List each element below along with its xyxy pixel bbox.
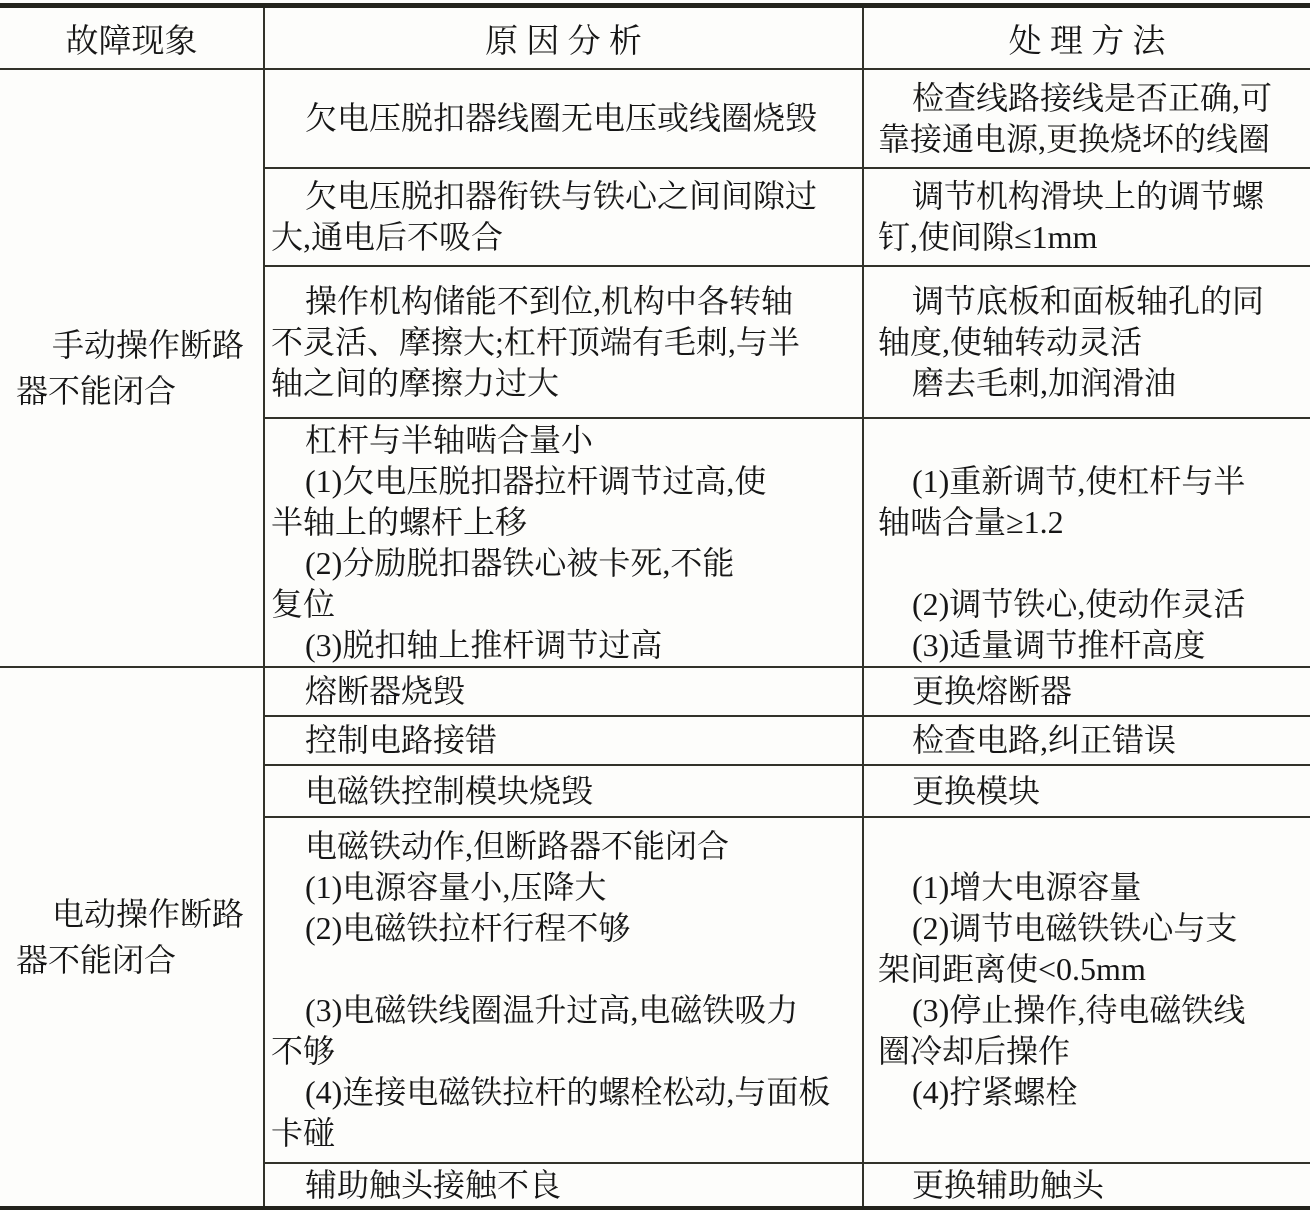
text-line: 操作机构储能不到位,机构中各转轴	[305, 282, 794, 319]
header-fault-phenomenon	[0, 8, 263, 68]
fault-cell	[0, 70, 263, 666]
remedy-cell	[862, 717, 1310, 764]
text-line: 欠电压脱扣器衔铁与铁心之间间隙过	[305, 178, 818, 214]
remedy-cell	[862, 267, 1310, 417]
text-line: 磨去毛刺,加润滑油	[912, 364, 1177, 401]
text-line: (2)调节电磁铁铁心与支	[912, 910, 1238, 946]
cause-cell	[263, 766, 862, 816]
table-row	[263, 169, 1310, 267]
text-line: (3)停止操作,待电磁铁线	[912, 992, 1246, 1028]
section-manual-operation	[0, 70, 1310, 668]
text-line: 架间距离使<0.5mm	[878, 951, 1146, 987]
remedy-cell	[862, 70, 1310, 167]
text-line	[878, 1113, 1304, 1154]
text-line: 调节机构滑块上的调节螺	[912, 178, 1265, 214]
text-line: 轴啮合量≥1.2	[878, 503, 1064, 540]
text-line: (2)电磁铁拉杆行程不够	[305, 910, 631, 946]
text-line: 检查线路接线是否正确,可	[912, 79, 1273, 116]
fault-text: 手动操作断路器不能闭合	[16, 327, 245, 409]
remedy-cell	[862, 668, 1310, 715]
cause-cell	[263, 70, 862, 167]
text-line: 电磁铁动作,但断路器不能闭合	[305, 828, 730, 864]
text-line	[271, 949, 854, 990]
text-line: 半轴上的螺杆上移	[271, 503, 528, 540]
cause-cell	[263, 668, 862, 715]
cause-cell	[263, 267, 862, 417]
cause-cell	[263, 818, 862, 1162]
table-header-row	[0, 8, 1310, 70]
text-line: 靠接通电源,更换烧坏的线圈	[878, 120, 1271, 157]
table-row	[263, 1164, 1310, 1206]
text-line: 更换辅助触头	[912, 1166, 1105, 1203]
section-electric-operation	[0, 668, 1310, 1206]
table-row	[263, 267, 1310, 419]
troubleshooting-table	[0, 3, 1310, 1210]
text-line: 不够	[271, 1033, 336, 1069]
text-line: 控制电路接错	[305, 722, 498, 758]
text-line: (2)调节铁心,使动作灵活	[912, 585, 1246, 622]
remedy-cell	[862, 766, 1310, 816]
header-remedy	[862, 8, 1310, 68]
text-line	[878, 543, 1304, 584]
text-line: 检查电路,纠正错误	[912, 722, 1177, 758]
remedy-cell	[862, 1164, 1310, 1206]
text-line: 圈冷却后操作	[878, 1033, 1071, 1069]
text-line: 轴之间的摩擦力过大	[271, 364, 560, 401]
header-fault-label: 故障现象	[65, 23, 198, 60]
text-line: (3)脱扣轴上推杆调节过高	[305, 626, 663, 663]
remedy-cell	[862, 818, 1310, 1162]
text-line: 不灵活、摩擦大;杠杆顶端有毛刺,与半	[271, 323, 800, 360]
table-row	[263, 818, 1310, 1164]
cause-cell	[263, 169, 862, 265]
text-line: (1)重新调节,使杠杆与半	[912, 462, 1246, 499]
table-row	[263, 766, 1310, 818]
fault-cell	[0, 668, 263, 1206]
cause-cell	[263, 1164, 862, 1206]
section-rows	[263, 70, 1310, 666]
text-line: 欠电压脱扣器线圈无电压或线圈烧毁	[305, 100, 818, 136]
text-line: 大,通电后不吸合	[271, 219, 504, 255]
text-line: 钉,使间隙≤1mm	[878, 219, 1098, 255]
table-row	[263, 668, 1310, 717]
text-line: (3)适量调节推杆高度	[912, 626, 1206, 663]
text-line: (1)增大电源容量	[912, 869, 1142, 905]
text-line	[878, 420, 1304, 461]
text-line: 更换模块	[912, 772, 1041, 809]
header-remedy-label: 处 理 方 法	[1008, 23, 1166, 60]
header-cause-analysis	[263, 8, 862, 68]
text-line: (1)电源容量小,压降大	[305, 869, 607, 905]
remedy-cell	[862, 169, 1310, 265]
text-line: 辅助触头接触不良	[305, 1166, 562, 1203]
table-row	[263, 70, 1310, 169]
text-line: 熔断器烧毁	[305, 673, 466, 709]
text-line: 更换熔断器	[912, 673, 1073, 709]
text-line: 轴度,使轴转动灵活	[878, 323, 1143, 360]
text-line: (1)欠电压脱扣器拉杆调节过高,使	[305, 462, 767, 499]
text-line: (2)分励脱扣器铁心被卡死,不能	[305, 544, 735, 581]
text-line: 卡碰	[271, 1115, 336, 1151]
text-line: 复位	[271, 585, 336, 622]
text-line: (4)连接电磁铁拉杆的螺栓松动,与面板	[305, 1074, 831, 1110]
cause-cell	[263, 419, 862, 666]
table-row	[263, 419, 1310, 666]
fault-text: 电动操作断路器不能闭合	[16, 896, 245, 978]
section-rows	[263, 668, 1310, 1206]
table-row	[263, 717, 1310, 766]
text-line: 调节底板和面板轴孔的同	[912, 282, 1265, 319]
header-cause-label: 原 因 分 析	[485, 23, 642, 60]
text-line: (4)拧紧螺栓	[912, 1074, 1078, 1110]
text-line: 电磁铁控制模块烧毁	[305, 772, 594, 809]
cause-cell	[263, 717, 862, 764]
text-line	[878, 826, 1304, 867]
remedy-cell	[862, 419, 1310, 666]
text-line: 杠杆与半轴啮合量小	[305, 421, 594, 458]
text-line: (3)电磁铁线圈温升过高,电磁铁吸力	[305, 992, 799, 1028]
